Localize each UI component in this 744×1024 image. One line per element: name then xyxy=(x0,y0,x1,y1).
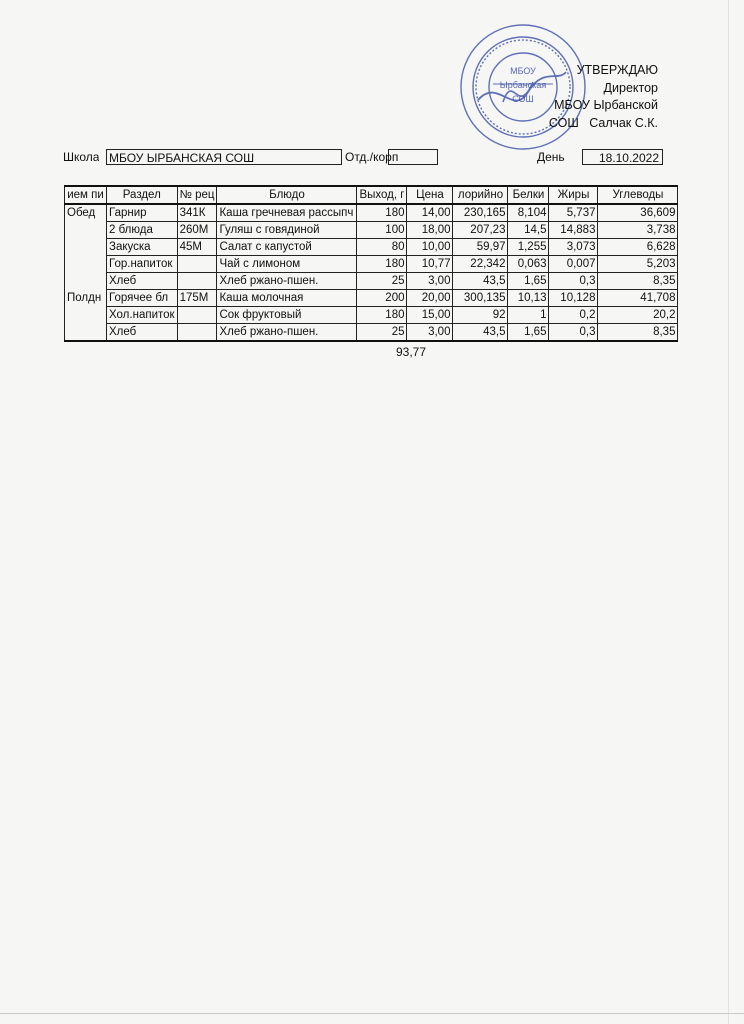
col-header: лорийно xyxy=(453,186,508,204)
price-cell: 18,00 xyxy=(407,222,453,239)
yield-cell: 180 xyxy=(357,307,407,324)
carbs-cell: 36,609 xyxy=(598,204,678,222)
meal-cell xyxy=(65,222,107,239)
section-cell: Хлеб xyxy=(107,273,178,290)
col-header: Блюдо xyxy=(217,186,357,204)
price-total: 93,77 xyxy=(396,345,427,359)
section-cell: Хлеб xyxy=(107,324,178,342)
table-row xyxy=(65,256,678,273)
carbs-cell: 3,738 xyxy=(598,222,678,239)
col-header: Углеводы xyxy=(598,186,678,204)
carbs-cell: 20,2 xyxy=(598,307,678,324)
meal-cell xyxy=(65,324,107,342)
fat-cell: 0,007 xyxy=(549,256,598,273)
svg-text:МБОУ: МБОУ xyxy=(510,66,536,76)
price-cell: 20,00 xyxy=(407,290,453,307)
recipe-cell: 341К xyxy=(177,204,217,222)
col-header: № рец xyxy=(177,186,217,204)
svg-text:СОШ: СОШ xyxy=(512,94,534,104)
svg-text:Ырбанская: Ырбанская xyxy=(499,80,547,90)
dish-cell: Каша гречневая рассыпч xyxy=(217,204,357,222)
section-cell: Гарнир xyxy=(107,204,178,222)
fat-cell: 10,128 xyxy=(549,290,598,307)
protein-cell: 1,255 xyxy=(508,239,549,256)
calories-cell: 22,342 xyxy=(453,256,508,273)
calories-cell: 43,5 xyxy=(453,324,508,342)
fat-cell: 0,3 xyxy=(549,324,598,342)
yield-cell: 25 xyxy=(357,324,407,342)
fat-cell: 5,737 xyxy=(549,204,598,222)
protein-cell: 1 xyxy=(508,307,549,324)
meal-cell xyxy=(65,307,107,324)
price-cell: 10,00 xyxy=(407,239,453,256)
col-header: Выход, г xyxy=(357,186,407,204)
table-row xyxy=(65,307,678,324)
calories-cell: 59,97 xyxy=(453,239,508,256)
recipe-cell xyxy=(177,273,217,290)
col-header: Цена xyxy=(407,186,453,204)
recipe-cell xyxy=(177,307,217,324)
calories-cell: 300,135 xyxy=(453,290,508,307)
protein-cell: 14,5 xyxy=(508,222,549,239)
price-cell: 14,00 xyxy=(407,204,453,222)
calories-cell: 92 xyxy=(453,307,508,324)
recipe-cell: 175М xyxy=(177,290,217,307)
price-cell: 15,00 xyxy=(407,307,453,324)
yield-cell: 80 xyxy=(357,239,407,256)
menu-table xyxy=(64,185,678,342)
school-field: МБОУ ЫРБАНСКАЯ СОШ xyxy=(106,149,342,165)
table-row xyxy=(65,222,678,239)
protein-cell: 10,13 xyxy=(508,290,549,307)
school-label: Школа xyxy=(63,150,100,164)
carbs-cell: 6,628 xyxy=(598,239,678,256)
yield-cell: 25 xyxy=(357,273,407,290)
section-cell: Горячее бл xyxy=(107,290,178,307)
scan-edge-right xyxy=(728,0,729,1024)
dish-cell: Хлеб ржано-пшен. xyxy=(217,324,357,342)
yield-cell: 180 xyxy=(357,256,407,273)
fat-cell: 0,2 xyxy=(549,307,598,324)
meal-cell xyxy=(65,256,107,273)
price-cell: 3,00 xyxy=(407,273,453,290)
approval-org: МБОУ Ырбанской xyxy=(554,98,658,112)
recipe-cell xyxy=(177,324,217,342)
approval-position: Директор xyxy=(603,80,658,95)
meal-cell xyxy=(65,273,107,290)
dish-cell: Каша молочная xyxy=(217,290,357,307)
dish-cell: Хлеб ржано-пшен. xyxy=(217,273,357,290)
calories-cell: 43,5 xyxy=(453,273,508,290)
yield-cell: 180 xyxy=(357,204,407,222)
section-cell: 2 блюда xyxy=(107,222,178,239)
day-label: День xyxy=(537,150,565,164)
carbs-cell: 8,35 xyxy=(598,273,678,290)
protein-cell: 0,063 xyxy=(508,256,549,273)
approval-signature-line: СОШ Салчак С.К. xyxy=(548,115,658,130)
table-row xyxy=(65,239,678,256)
table-row xyxy=(65,290,678,307)
dept-label: Отд./корп xyxy=(345,150,399,164)
table-row xyxy=(65,204,678,222)
fat-cell: 14,883 xyxy=(549,222,598,239)
fat-cell: 3,073 xyxy=(549,239,598,256)
meal-cell: Обед xyxy=(65,204,107,222)
calories-cell: 207,23 xyxy=(453,222,508,239)
dish-cell: Сок фруктовый xyxy=(217,307,357,324)
approval-block xyxy=(549,62,658,132)
dept-field xyxy=(388,149,438,165)
table-header-row xyxy=(65,186,678,204)
recipe-cell: 45М xyxy=(177,239,217,256)
table-row xyxy=(65,324,678,342)
recipe-cell xyxy=(177,256,217,273)
price-cell: 3,00 xyxy=(407,324,453,342)
meal-cell: Полдн xyxy=(65,290,107,307)
carbs-cell: 8,35 xyxy=(598,324,678,342)
yield-cell: 100 xyxy=(357,222,407,239)
price-cell: 10,77 xyxy=(407,256,453,273)
table-row xyxy=(65,273,678,290)
dish-cell: Гуляш с говядиной xyxy=(217,222,357,239)
meal-cell xyxy=(65,239,107,256)
approval-title: УТВЕРЖДАЮ xyxy=(576,63,658,77)
section-cell: Гор.напиток xyxy=(107,256,178,273)
section-cell: Закуска xyxy=(107,239,178,256)
col-header: Белки xyxy=(508,186,549,204)
calories-cell: 230,165 xyxy=(453,204,508,222)
yield-cell: 200 xyxy=(357,290,407,307)
col-header: Жиры xyxy=(549,186,598,204)
protein-cell: 1,65 xyxy=(508,273,549,290)
scan-edge-bottom xyxy=(0,1013,744,1014)
dish-cell: Салат с капустой xyxy=(217,239,357,256)
carbs-cell: 5,203 xyxy=(598,256,678,273)
carbs-cell: 41,708 xyxy=(598,290,678,307)
dish-cell: Чай с лимоном xyxy=(217,256,357,273)
recipe-cell: 260М xyxy=(177,222,217,239)
fat-cell: 0,3 xyxy=(549,273,598,290)
protein-cell: 8,104 xyxy=(508,204,549,222)
col-header: ием пи xyxy=(65,186,107,204)
header-fields xyxy=(0,149,744,167)
protein-cell: 1,65 xyxy=(508,324,549,342)
section-cell: Хол.напиток xyxy=(107,307,178,324)
col-header: Раздел xyxy=(107,186,178,204)
day-field: 18.10.2022 xyxy=(582,149,663,165)
